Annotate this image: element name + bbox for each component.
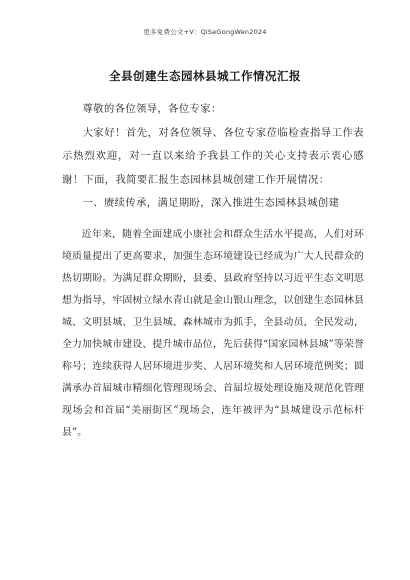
document-title: 全县创建生态园林县城工作情况汇报 <box>109 69 301 83</box>
main-paragraph: 近年来，随着全面建成小康社会和群众生活水平提高，人们对环境质量提出了更高要求，加强生态环境建设已经成为广大人民群众的热切期盼。为满足群众期盼，县委、县政府坚持以习近平生态文明思想为指导，牢固树立绿水青山就是金山银山理念，以创建生态园林县城、文明县城、卫生县城、森林城市为抓手，全县动员，全民发动，全力加快城市建设、提升城市品位，先后获得“国家园林县城”等荣誉称号；连续获得人居环境进步奖、人居环境奖和人居环境范例奖；圆满承办首届城市精细化管理现场会、首届垃圾处理设施及规范化管理现场会和首届“美丽街区”现场会，连年被评为“县城建设示范标杆县”。 <box>62 228 364 438</box>
document-body <box>62 98 364 444</box>
section-heading: 一、赓续传承，满足期盼，深入推进生态园林县城创建 <box>82 197 340 209</box>
intro-paragraph: 大家好！首先，对各位领导、各位专家莅临检查指导工作表示热烈欢迎，对一直以来给予我县工作的关心支持表示衷心感谢！下面，我简要汇报生态园林县城创建工作开展情况： <box>62 126 364 186</box>
salutation: 尊敬的各位领导，各位专家： <box>82 103 222 115</box>
header-note: 更多免费公文+V：QiSeGongWen2024 <box>143 28 267 36</box>
